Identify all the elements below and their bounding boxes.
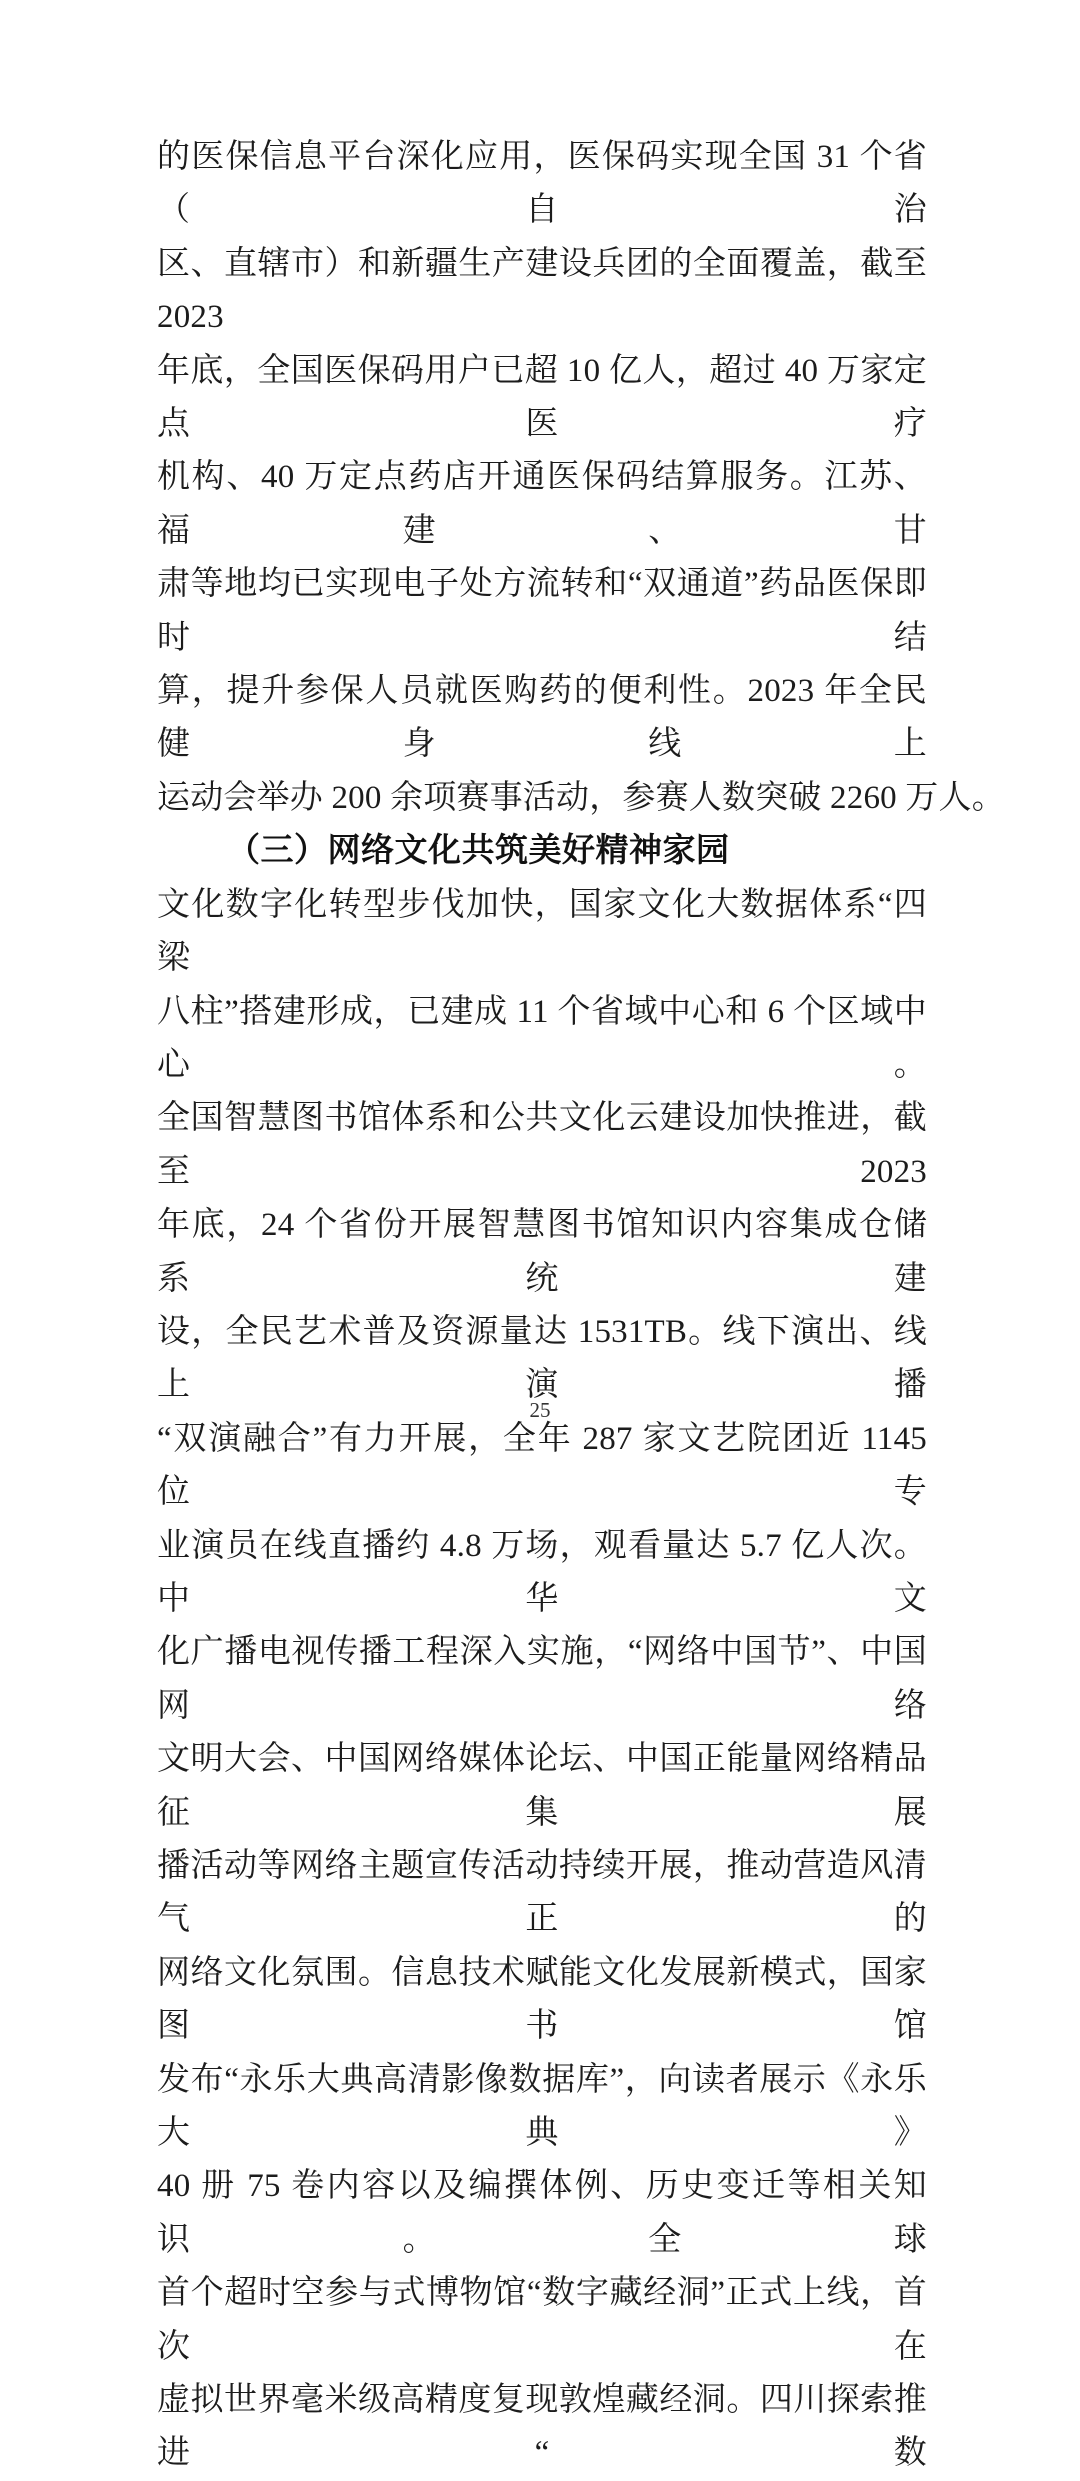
section-heading: （三）网络文化共筑美好精神家园 xyxy=(227,833,730,870)
body-line: 文明大会、中国网络媒体论坛、中国正能量网络精品征集展 xyxy=(157,1741,927,1831)
body-line: 的医保信息平台深化应用，医保码实现全国 31 个省（自治 xyxy=(157,139,927,229)
body-line: 算，提升参保人员就医购药的便利性。2023 年全民健身线上 xyxy=(157,673,927,763)
body-line: 播活动等网络主题宣传活动持续开展，推动营造风清气正的 xyxy=(157,1848,927,1938)
body-line: 网络文化氛围。信息技术赋能文化发展新模式，国家图书馆 xyxy=(157,1954,927,2045)
body-line: 肃等地均已实现电子处方流转和“双通道”药品医保即时结 xyxy=(157,566,927,656)
body-line: 化广播电视传播工程深入实施，“网络中国节”、中国网络 xyxy=(157,1634,927,1724)
body-line: 运动会举办 200 余项赛事活动，参赛人数突破 2260 万人。 xyxy=(157,779,1005,816)
body-line: 机构、40 万定点药店开通医保码结算服务。江苏、福建、甘 xyxy=(157,459,927,549)
body-line: 区、直辖市）和新疆生产建设兵团的全面覆盖，截至 2023 xyxy=(157,245,927,336)
body-line: “双演融合”有力开展，全年 287 家文艺院团近 1145 位专 xyxy=(157,1420,927,1511)
body-line: 40 册 75 卷内容以及编撰体例、历史变迁等相关知识。全球 xyxy=(157,2168,927,2258)
body-line: 业演员在线直播约 4.8 万场，观看量达 5.7 亿人次。中华文 xyxy=(157,1527,927,1617)
body-line: 设，全民艺术普及资源量达 1531TB。线下演出、线上演播 xyxy=(157,1313,927,1404)
body-line: 全国智慧图书馆体系和公共文化云建设加快推进，截至 2023 xyxy=(157,1100,927,1190)
body-line: 虚拟世界毫米级高精度复现敦煌藏经洞。四川探索推进“数 xyxy=(157,2382,927,2472)
body-text-column xyxy=(157,131,1005,2481)
body-line: 文化数字化转型步伐加快，国家文化大数据体系“四梁 xyxy=(157,886,927,977)
body-line: 年底，24 个省份开展智慧图书馆知识内容集成仓储系统建 xyxy=(157,1207,927,1297)
body-line: 年底，全国医保码用户已超 10 亿人，超过 40 万家定点医疗 xyxy=(157,352,927,443)
body-line: 首个超时空参与式博物馆“数字藏经洞”正式上线，首次在 xyxy=(157,2275,927,2365)
page-number: 25 xyxy=(529,1398,551,1422)
body-line: 发布“永乐大典高清影像数据库”，向读者展示《永乐大典》 xyxy=(157,2061,927,2152)
body-line: 八柱”搭建形成，已建成 11 个省域中心和 6 个区域中心。 xyxy=(157,993,927,1083)
